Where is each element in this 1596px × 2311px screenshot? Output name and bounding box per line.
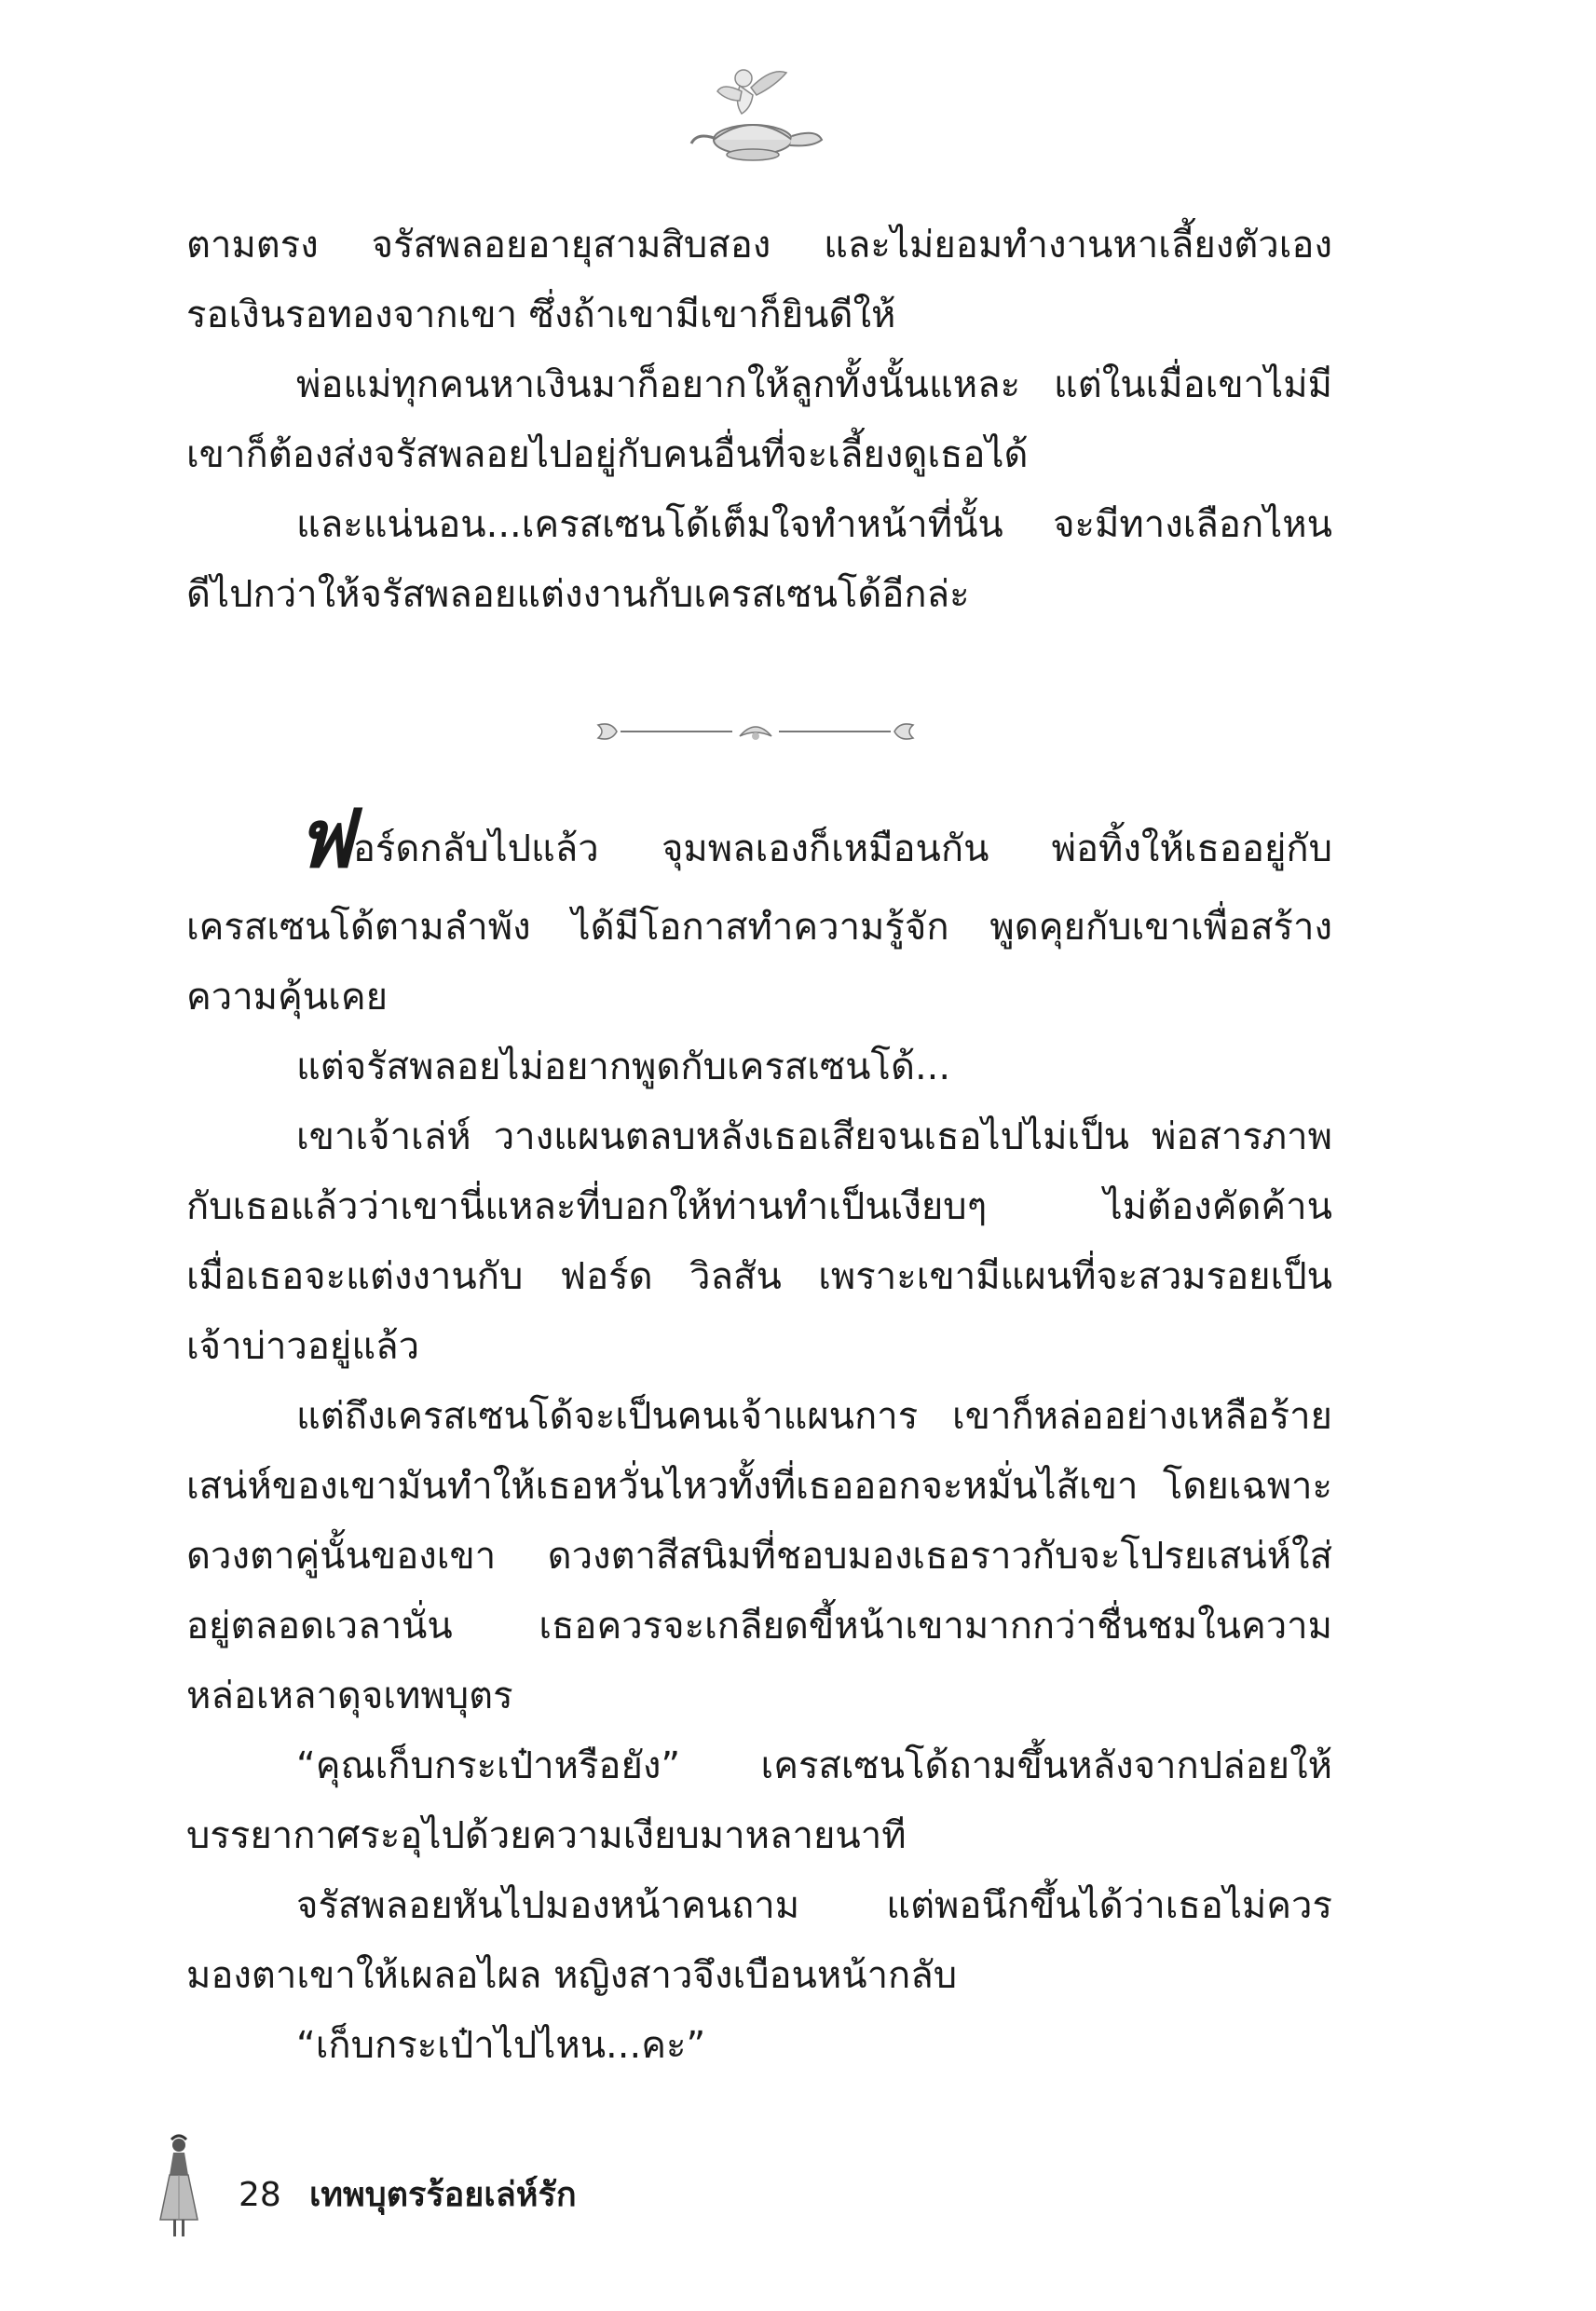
- paragraph-line: หล่อเหลาดุจเทพบุตร: [186, 1675, 513, 1717]
- cupid-teapot-ornament-icon: [686, 54, 825, 166]
- paragraph-line: จรัสพลอยหันไปมองหน้าคนถาม แต่พอนึกขึ้นได้ว่าเธอไม่ควร: [296, 1884, 1332, 1927]
- paragraph-line: เครสเซนโด้ตามลำพัง ได้มีโอกาสทำความรู้จัก พูดคุยกับเขาเพื่อสร้าง: [186, 906, 1332, 949]
- paragraph-line: เจ้าบ่าวอยู่แล้ว: [186, 1325, 420, 1368]
- paragraph-line: ดีไปกว่าให้จรัสพลอยแต่งงานกับเครสเซนโด้อีกล่ะ: [186, 573, 970, 616]
- paragraph-line: มองตาเขาให้เผลอไผล หญิงสาวจึงเบือนหน้ากลับ: [186, 1954, 958, 1997]
- paragraph-line: เสน่ห์ของเขามันทำให้เธอหวั่นไหวทั้งที่เธอออกจะหมั่นไส้เขา โดยเฉพาะ: [186, 1465, 1332, 1508]
- page-footer: [149, 2134, 801, 2246]
- paragraph-line: แต่ถึงเครสเซนโด้จะเป็นคนเจ้าแผนการ เขาก็หล่ออย่างเหลือร้าย: [296, 1395, 1332, 1438]
- floral-divider-icon: [593, 718, 919, 745]
- paragraph-line: อยู่ตลอดเวลานั่น เธอควรจะเกลียดขี้หน้าเขามากกว่าชื่นชมในความ: [186, 1605, 1332, 1648]
- paragraph-line: เขาเจ้าเล่ห์ วางแผนตลบหลังเธอเสียจนเธอไปไม่เป็น พ่อสารภาพ: [296, 1115, 1332, 1158]
- paragraph-line: รอเงินรอทองจากเขา ซึ่งถ้าเขามีเขาก็ยินดีให้: [186, 294, 896, 336]
- first-line-text: อร์ดกลับไปแล้ว จุมพลเองก็เหมือนกัน พ่อทิ้งให้เธออยู่กับ: [352, 827, 1332, 870]
- paragraph-line: “เก็บกระเป๋าไปไหน...คะ”: [296, 2024, 706, 2067]
- paragraph-line: “คุณเก็บกระเป๋าหรือยัง” เครสเซนโด้ถามขึ้นหลังจากปล่อยให้: [296, 1744, 1332, 1787]
- lady-figure-icon: [158, 2134, 199, 2241]
- paragraph-line: เขาก็ต้องส่งจรัสพลอยไปอยู่กับคนอื่นที่จะเลี้ยงดูเธอได้: [186, 433, 1029, 476]
- paragraph-line: แต่จรัสพลอยไม่อยากพูดกับเครสเซนโด้...: [296, 1046, 951, 1088]
- section-one: [186, 211, 1332, 630]
- paragraph-line-first: [186, 800, 1332, 893]
- paragraph-line: พ่อแม่ทุกคนหาเงินมาก็อยากให้ลูกทั้งนั้นแหละ แต่ในเมื่อเขาไม่มี: [296, 363, 1332, 406]
- book-title: เทพบุตรร้อยเล่ห์รัก: [309, 2176, 577, 2214]
- paragraph-line: กับเธอแล้วว่าเขานี่แหละที่บอกให้ท่านทำเป็นเงียบๆ ไม่ต้องคัดค้าน: [186, 1185, 1332, 1228]
- page-number: 28: [239, 2176, 281, 2214]
- paragraph-line: ความคุ้นเคย: [186, 976, 389, 1019]
- paragraph-line: เมื่อเธอจะแต่งงานกับ ฟอร์ด วิลสัน เพราะเขามีแผนที่จะสวมรอยเป็น: [186, 1255, 1332, 1298]
- paragraph-line: และแน่นอน...เครสเซนโด้เต็มใจทำหน้าที่นั้น จะมีทางเลือกไหน: [296, 503, 1332, 546]
- paragraph-line: ดวงตาคู่นั้นของเขา ดวงตาสีสนิมที่ชอบมองเธอราวกับจะโปรยเสน่ห์ใส่: [186, 1535, 1332, 1578]
- paragraph-line: ตามตรง จรัสพลอยอายุสามสิบสอง และไม่ยอมทำงานหาเลี้ยงตัวเอง: [186, 224, 1332, 267]
- drop-cap: ฟ: [296, 800, 353, 886]
- paragraph-line: บรรยากาศระอุไปด้วยความเงียบมาหลายนาที: [186, 1814, 907, 1857]
- section-two: [186, 800, 1332, 2081]
